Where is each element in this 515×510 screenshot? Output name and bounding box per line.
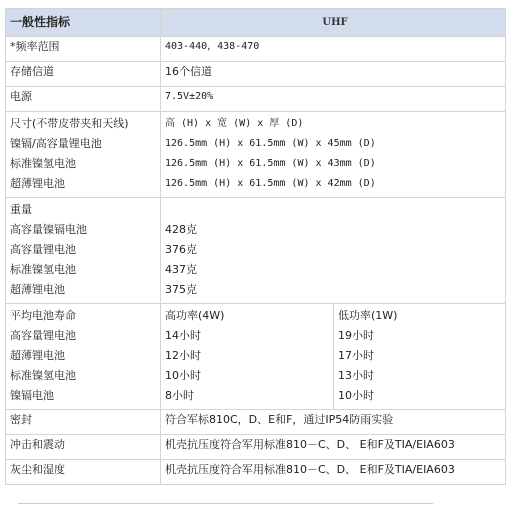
row-value: 8小时	[165, 389, 194, 402]
row-value: 126.5mm (H) x 61.5mm (W) x 42mm (D)	[165, 178, 376, 189]
row-value: 16个信道	[161, 62, 506, 87]
row-value: 10小时	[165, 369, 201, 382]
row-label: 标准镍氢电池	[10, 369, 76, 382]
row-label: 镍镉电池	[10, 389, 54, 402]
row-label: *频率范围	[6, 37, 161, 62]
battery-low-cell	[334, 304, 506, 410]
table-row	[6, 435, 506, 460]
row-value	[165, 200, 505, 220]
table-row	[6, 198, 506, 304]
row-value: 428克	[165, 223, 197, 236]
weight-value-cell	[161, 198, 506, 304]
row-value: 17小时	[338, 349, 374, 362]
spec-table	[5, 8, 506, 485]
size-value-cell	[161, 112, 506, 198]
row-value: 14小时	[165, 329, 201, 342]
row-value: 12小时	[165, 349, 201, 362]
row-label: 平均电池寿命	[10, 309, 76, 322]
row-label: 标准镍氢电池	[10, 157, 76, 170]
row-label: 超薄锂电池	[10, 283, 65, 296]
row-value: 10小时	[338, 389, 374, 402]
row-label: 高容量镍镉电池	[10, 223, 87, 236]
row-label: 密封	[6, 410, 161, 435]
table-row	[6, 112, 506, 198]
table-row	[6, 87, 506, 112]
row-value: 437克	[165, 263, 197, 276]
row-label: 标准镍氢电池	[10, 263, 76, 276]
row-value: 7.5V±20%	[161, 87, 506, 112]
size-label-cell	[6, 112, 161, 198]
row-value: 375克	[165, 283, 197, 296]
header-label-cell	[6, 9, 161, 37]
table-header-row	[6, 9, 506, 37]
row-label: 超薄锂电池	[10, 177, 65, 190]
header-value: UHF	[322, 16, 348, 28]
table-row	[6, 37, 506, 62]
header-value-cell	[161, 9, 506, 37]
row-value: 符合军标810C，D、E和F，通过IP54防雨实验	[161, 410, 506, 435]
row-value: 403-440，438-470	[161, 37, 506, 62]
row-label: 镍镉/高容量锂电池	[10, 137, 102, 150]
row-value: 高 (H) x 宽 (W) x 厚 (D)	[165, 118, 304, 129]
table-row	[6, 62, 506, 87]
bottom-divider	[18, 503, 433, 504]
header-label: 一般性指标	[10, 15, 71, 29]
row-label: 重量	[10, 203, 32, 216]
row-label: 电源	[6, 87, 161, 112]
row-value: 376克	[165, 243, 197, 256]
table-row	[6, 460, 506, 485]
row-value: 126.5mm (H) x 61.5mm (W) x 43mm (D)	[165, 158, 376, 169]
battery-label-cell	[6, 304, 161, 410]
row-label: 灰尘和湿度	[6, 460, 161, 485]
battery-high-cell	[161, 304, 334, 410]
row-value: 高功率(4W)	[165, 309, 225, 322]
weight-label-cell	[6, 198, 161, 304]
row-value: 126.5mm (H) x 61.5mm (W) x 45mm (D)	[165, 138, 376, 149]
row-value: 机壳抗压度符合军用标准810－C、D、 E和F及TIA/EIA603	[161, 435, 506, 460]
row-value: 13小时	[338, 369, 374, 382]
row-label: 存储信道	[6, 62, 161, 87]
row-value: 机壳抗压度符合军用标准810－C、D、 E和F及TIA/EIA603	[161, 460, 506, 485]
row-label: 高容量锂电池	[10, 243, 76, 256]
row-label: 冲击和震动	[6, 435, 161, 460]
row-label: 尺寸(不带皮带夹和天线)	[10, 117, 129, 130]
row-value: 低功率(1W)	[338, 309, 398, 322]
table-row	[6, 410, 506, 435]
row-value: 19小时	[338, 329, 374, 342]
row-label: 高容量锂电池	[10, 329, 76, 342]
table-row	[6, 304, 506, 410]
row-label: 超薄锂电池	[10, 349, 65, 362]
